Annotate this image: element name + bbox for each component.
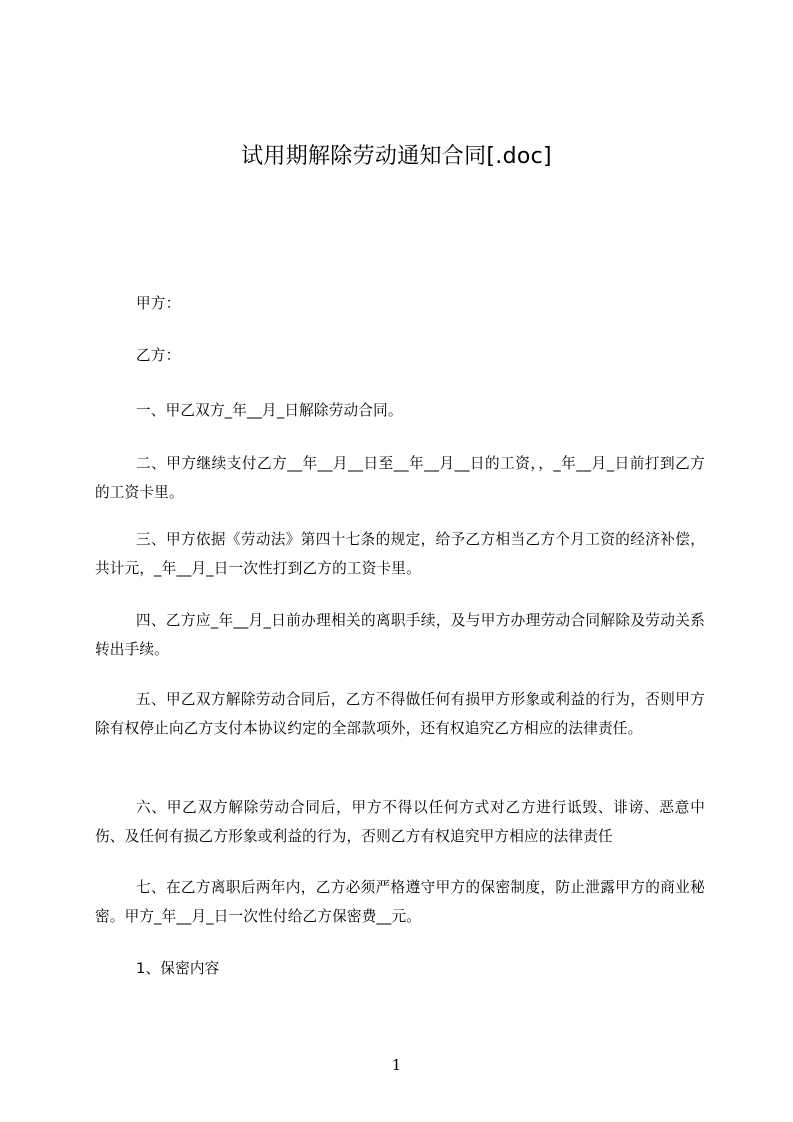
clause-5: 五、甲乙双方解除劳动合同后，乙方不得做任何有损甲方形象或利益的行为，否则甲方除有权停止向乙方支付本协议约定的全部款项外，还有权追究乙方相应的法律责任。 bbox=[95, 691, 705, 737]
sub-clause-confidential-content: 1、保密内容 bbox=[136, 960, 220, 977]
clause-7: 七、在乙方离职后两年内，乙方必须严格遵守甲方的保密制度，防止泄露甲方的商业秘密。甲方_年__月_日一次性付给乙方保密费__元。 bbox=[95, 879, 705, 925]
page-number: 1 bbox=[391, 1056, 402, 1074]
document-title: 试用期解除劳动通知合同[.doc] bbox=[241, 144, 552, 169]
party-a-line: 甲方： bbox=[136, 295, 181, 312]
clause-1: 一、甲乙双方_年__月_日解除劳动合同。 bbox=[136, 402, 403, 419]
clause-4: 四、乙方应_年__月_日前办理相关的离职手续，及与甲方办理劳动合同解除及劳动关系转出手续。 bbox=[95, 612, 705, 658]
clause-3: 三、甲方依据《劳动法》第四十七条的规定，给予乙方相当乙方个月工资的经济补偿，共计元，_年__月_日一次性打到乙方的工资卡里。 bbox=[95, 531, 705, 577]
party-b-line: 乙方： bbox=[136, 347, 181, 364]
clause-2: 二、甲方继续支付乙方__年__月__日至__年__月__日的工资，，_年__月_日前打到乙方的工资卡里。 bbox=[95, 455, 705, 501]
clause-6: 六、甲乙双方解除劳动合同后，甲方不得以任何方式对乙方进行诋毁、诽谤、恶意中伤、及任何有损乙方形象或利益的行为，否则乙方有权追究甲方相应的法律责任 bbox=[95, 799, 705, 845]
